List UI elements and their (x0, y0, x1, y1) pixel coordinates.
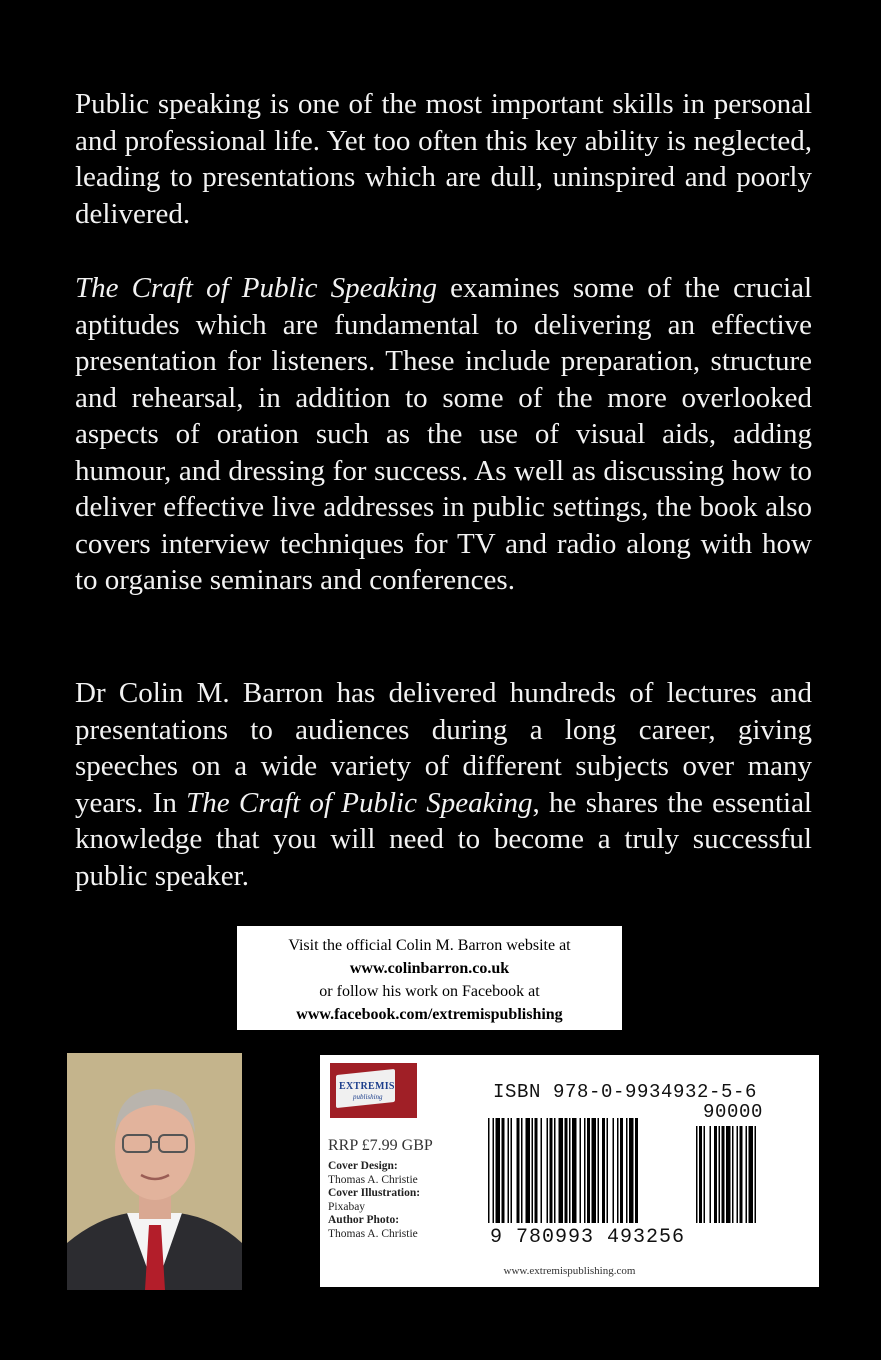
book-title: The Craft of Public Speaking (75, 272, 437, 304)
author-website-link[interactable]: www.colinbarron.co.uk (349, 960, 510, 977)
credits (328, 1160, 420, 1241)
barcode-icon (488, 1118, 788, 1226)
cover-design-value: Thomas A. Christie (328, 1173, 418, 1186)
author-photo-value: Thomas A. Christie (328, 1227, 418, 1240)
facebook-link[interactable]: www.facebook.com/extremispublishing (296, 1006, 563, 1023)
logo-subtext: publishing (353, 1093, 383, 1101)
blurb-text-2: examines some of the crucial aptitudes which are fundamental to delivering an effective presentation for listeners. These include preparation, structure and rehearsal, in addition to some of the more overlooked aspects of oration such as the use of visual aids, adding humour, and dressing for success. As well as discussing how to deliver effective live addresses in public settings, the book also covers interview techniques for TV and radio along with how to organise seminars and conferences. (75, 272, 812, 596)
blurb-paragraph-2 (75, 270, 812, 599)
author-bio-text-a: Dr Colin M. Barron has delivered hundreds of lectures and presentations to audiences during a long career, giving speeches on a wide variety of different subjects over many years. In (75, 677, 812, 819)
author-bio-text-b: , he shares the essential knowledge that you will need to become a truly successful public speaker. (75, 786, 812, 892)
book-title-inline: The Craft of Public Speaking (186, 786, 533, 819)
back-cover-info-box (320, 1055, 819, 1287)
blurb-text-1: Public speaking is one of the most important skills in personal and professional life. Yet too often this key ability is neglected, leading to presentations which are dull, uninspired and poorly delivered. (75, 88, 812, 230)
author-bio (75, 675, 812, 894)
price-label: RRP £7.99 GBP (328, 1137, 433, 1154)
cover-illustration-value: Pixabay (328, 1200, 366, 1213)
author-portrait-icon (67, 1053, 242, 1290)
publisher-website[interactable]: www.extremispublishing.com (503, 1265, 636, 1277)
website-intro: Visit the official Colin M. Barron website at (288, 937, 571, 954)
publisher-logo (330, 1063, 417, 1118)
ean-digits: 9 780993 493256 (490, 1226, 686, 1249)
cover-illustration-label: Cover Illustration: (328, 1187, 421, 1199)
blurb-paragraph-1 (75, 86, 812, 232)
price-code: 90000 (703, 1101, 764, 1123)
author-photo (67, 1053, 242, 1290)
author-photo-label: Author Photo: (328, 1214, 400, 1226)
website-box (237, 926, 622, 1030)
isbn-text: ISBN 978-0-9934932-5-6 (493, 1081, 758, 1103)
facebook-intro: or follow his work on Facebook at (319, 983, 540, 1000)
logo-text: EXTREMIS (339, 1081, 395, 1092)
cover-design-label: Cover Design: (328, 1160, 398, 1172)
